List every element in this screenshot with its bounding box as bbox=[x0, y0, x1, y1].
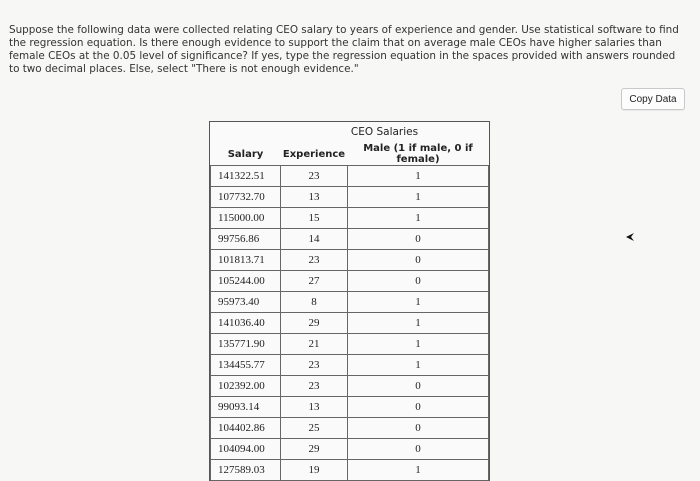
experience-cell: 23 bbox=[281, 250, 348, 271]
salary-cell: 95973.40 bbox=[211, 292, 281, 313]
experience-cell: 8 bbox=[281, 292, 348, 313]
male-cell: 1 bbox=[348, 460, 489, 481]
experience-cell: 15 bbox=[281, 208, 348, 229]
male-cell: 0 bbox=[348, 376, 489, 397]
male-cell: 1 bbox=[348, 292, 489, 313]
male-cell: 0 bbox=[348, 418, 489, 439]
header-experience: Experience bbox=[282, 148, 346, 160]
male-cell: 0 bbox=[348, 271, 489, 292]
salary-cell: 115000.00 bbox=[211, 208, 281, 229]
salary-cell: 104402.86 bbox=[211, 418, 281, 439]
experience-cell: 23 bbox=[281, 166, 348, 187]
copy-data-button[interactable]: Copy Data bbox=[621, 88, 685, 110]
salary-cell: 99756.86 bbox=[211, 229, 281, 250]
salary-cell: 101813.71 bbox=[211, 250, 281, 271]
header-salary: Salary bbox=[227, 148, 264, 160]
male-cell: 1 bbox=[348, 208, 489, 229]
experience-cell: 29 bbox=[281, 439, 348, 460]
experience-cell: 25 bbox=[281, 418, 348, 439]
experience-cell: 23 bbox=[281, 355, 348, 376]
male-cell: 1 bbox=[348, 334, 489, 355]
salary-cell: 107732.70 bbox=[211, 187, 281, 208]
experience-cell: 23 bbox=[281, 376, 348, 397]
table-header-row bbox=[211, 143, 489, 166]
salary-cell: 135771.90 bbox=[211, 334, 281, 355]
table-row bbox=[211, 187, 489, 208]
salary-cell: 105244.00 bbox=[211, 271, 281, 292]
mouse-pointer-icon bbox=[624, 231, 636, 243]
male-cell: 1 bbox=[348, 355, 489, 376]
male-cell: 0 bbox=[348, 229, 489, 250]
salary-cell: 141322.51 bbox=[211, 166, 281, 187]
male-cell: 0 bbox=[348, 439, 489, 460]
salary-cell: 127589.03 bbox=[211, 460, 281, 481]
question-text: Suppose the following data were collected relating CEO salary to years of experience and gender. Use statistical software to find the regression equation. Is there enough evidence to support the claim that on average male CEOs have higher salaries than female CEOs at the 0.05 level of significance? If yes, type the regression equation in the spaces provided with answers rounded to two decimal places. Else, select "There is not enough evidence." bbox=[9, 24, 679, 76]
table-row bbox=[211, 418, 489, 439]
salary-cell: 104094.00 bbox=[211, 439, 281, 460]
table-row bbox=[211, 229, 489, 250]
table-title: CEO Salaries bbox=[350, 126, 419, 138]
male-cell: 0 bbox=[348, 250, 489, 271]
salary-cell: 102392.00 bbox=[211, 376, 281, 397]
ceo-salaries-table bbox=[209, 121, 490, 481]
experience-cell: 27 bbox=[281, 271, 348, 292]
table-row bbox=[211, 334, 489, 355]
experience-cell: 19 bbox=[281, 460, 348, 481]
male-cell: 1 bbox=[348, 166, 489, 187]
experience-cell: 14 bbox=[281, 229, 348, 250]
male-cell: 0 bbox=[348, 397, 489, 418]
experience-cell: 13 bbox=[281, 397, 348, 418]
table-row bbox=[211, 460, 489, 481]
salary-cell: 134455.77 bbox=[211, 355, 281, 376]
experience-cell: 13 bbox=[281, 187, 348, 208]
table-row bbox=[211, 397, 489, 418]
table-row bbox=[211, 271, 489, 292]
table-row bbox=[211, 166, 489, 187]
salary-cell: 141036.40 bbox=[211, 313, 281, 334]
table-row bbox=[211, 292, 489, 313]
table-row bbox=[211, 250, 489, 271]
table-row bbox=[211, 355, 489, 376]
experience-cell: 21 bbox=[281, 334, 348, 355]
header-male: Male (1 if male, 0 if female) bbox=[363, 143, 473, 165]
male-cell: 1 bbox=[348, 187, 489, 208]
table-row bbox=[211, 313, 489, 334]
experience-cell: 29 bbox=[281, 313, 348, 334]
table-row bbox=[211, 376, 489, 397]
male-cell: 1 bbox=[348, 313, 489, 334]
table-row bbox=[211, 208, 489, 229]
salary-cell: 99093.14 bbox=[211, 397, 281, 418]
table-row bbox=[211, 439, 489, 460]
